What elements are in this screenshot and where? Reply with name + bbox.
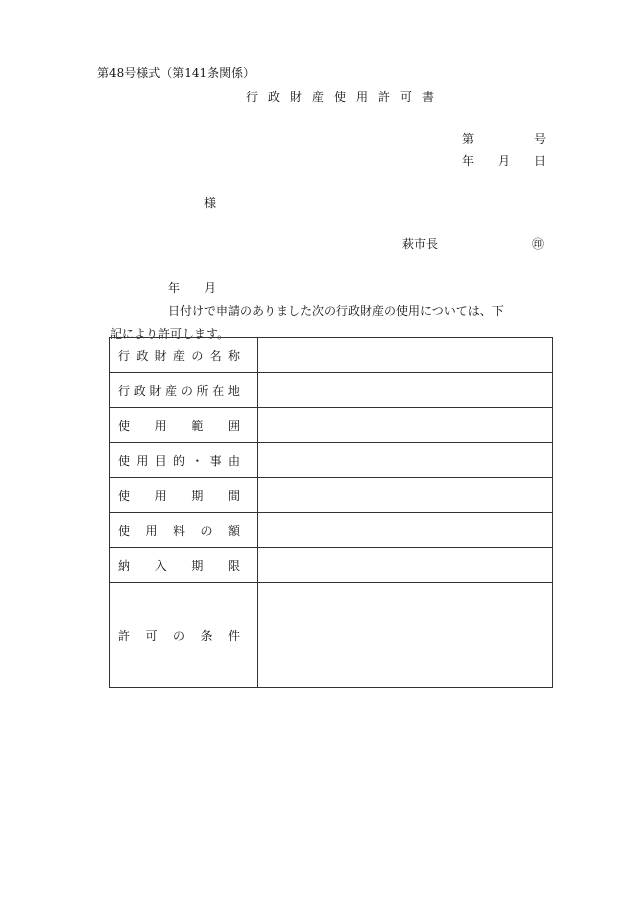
row-value[interactable]: [258, 513, 553, 548]
label-char: 期: [191, 558, 204, 573]
row-value[interactable]: [258, 583, 553, 688]
document-title: 行政財産使用許可書: [246, 90, 445, 104]
label-char: 政: [136, 348, 149, 363]
statement-line2: 記により許可します。: [110, 327, 230, 341]
label-char: 用: [154, 488, 167, 503]
issue-date-day: 日: [534, 154, 547, 168]
label-char: 地: [227, 383, 240, 398]
row-value[interactable]: [258, 443, 553, 478]
issue-date-month: 月: [498, 154, 511, 168]
row-value[interactable]: [258, 408, 553, 443]
application-year: 年: [168, 281, 181, 295]
permission-details-table: [109, 337, 553, 688]
label-char: 所: [196, 383, 209, 398]
label-char: 入: [154, 558, 167, 573]
form-number: 第48号様式（第141条関係）: [97, 66, 256, 80]
label-char: 額: [227, 523, 240, 538]
table-row: [110, 513, 553, 548]
addressee-honorific: 様: [204, 196, 217, 210]
issuer-name: 萩市長: [402, 237, 439, 251]
label-char: 名: [209, 348, 222, 363]
table-row: [110, 338, 553, 373]
label-char: 行: [118, 348, 131, 363]
row-label: [110, 548, 258, 583]
label-char: 政: [133, 383, 146, 398]
label-char: 使: [118, 488, 131, 503]
label-char: 可: [145, 628, 158, 643]
label-char: 財: [149, 383, 162, 398]
label-char: 用: [145, 523, 158, 538]
label-char: 料: [172, 523, 185, 538]
label-char: 使: [118, 418, 131, 433]
label-char: 使: [118, 453, 131, 468]
label-char: 間: [227, 488, 240, 503]
document-number-suffix: 号: [534, 132, 547, 146]
label-char: 囲: [227, 418, 240, 433]
label-char: の: [200, 523, 213, 538]
label-char: 事: [209, 453, 222, 468]
label-char: 的: [172, 453, 185, 468]
table-row: [110, 408, 553, 443]
row-label: [110, 478, 258, 513]
label-char: 条: [200, 628, 213, 643]
table-row: [110, 583, 553, 688]
label-char: 産: [165, 383, 178, 398]
row-value[interactable]: [258, 338, 553, 373]
row-value[interactable]: [258, 478, 553, 513]
seal-mark: ㊞: [532, 237, 545, 251]
label-char: 目: [154, 453, 167, 468]
row-label: [110, 513, 258, 548]
statement-line1: 日付けで申請のありました次の行政財産の使用については、下: [168, 304, 504, 318]
document-number-prefix: 第: [462, 132, 475, 146]
label-char: 在: [212, 383, 225, 398]
row-value[interactable]: [258, 373, 553, 408]
label-char: の: [191, 348, 204, 363]
table-row: [110, 373, 553, 408]
label-char: 産: [172, 348, 185, 363]
application-month: 月: [204, 281, 217, 295]
table-row: [110, 443, 553, 478]
label-char: 用: [154, 418, 167, 433]
label-char: 称: [227, 348, 240, 363]
label-char: 使: [118, 523, 131, 538]
label-char: 行: [118, 383, 131, 398]
table-row: [110, 548, 553, 583]
label-char: 由: [227, 453, 240, 468]
row-value[interactable]: [258, 548, 553, 583]
row-label: [110, 338, 258, 373]
label-char: ・: [191, 453, 204, 468]
permission-statement: [110, 277, 570, 346]
label-char: の: [180, 383, 193, 398]
issue-date-year: 年: [462, 154, 475, 168]
row-label: [110, 408, 258, 443]
label-char: 納: [118, 558, 131, 573]
label-char: 許: [118, 628, 131, 643]
row-label: [110, 443, 258, 478]
label-char: 限: [227, 558, 240, 573]
label-char: 用: [136, 453, 149, 468]
row-label: [110, 373, 258, 408]
row-label: [110, 583, 258, 688]
table-row: [110, 478, 553, 513]
label-char: 範: [191, 418, 204, 433]
label-char: の: [172, 628, 185, 643]
label-char: 件: [227, 628, 240, 643]
label-char: 期: [191, 488, 204, 503]
label-char: 財: [154, 348, 167, 363]
